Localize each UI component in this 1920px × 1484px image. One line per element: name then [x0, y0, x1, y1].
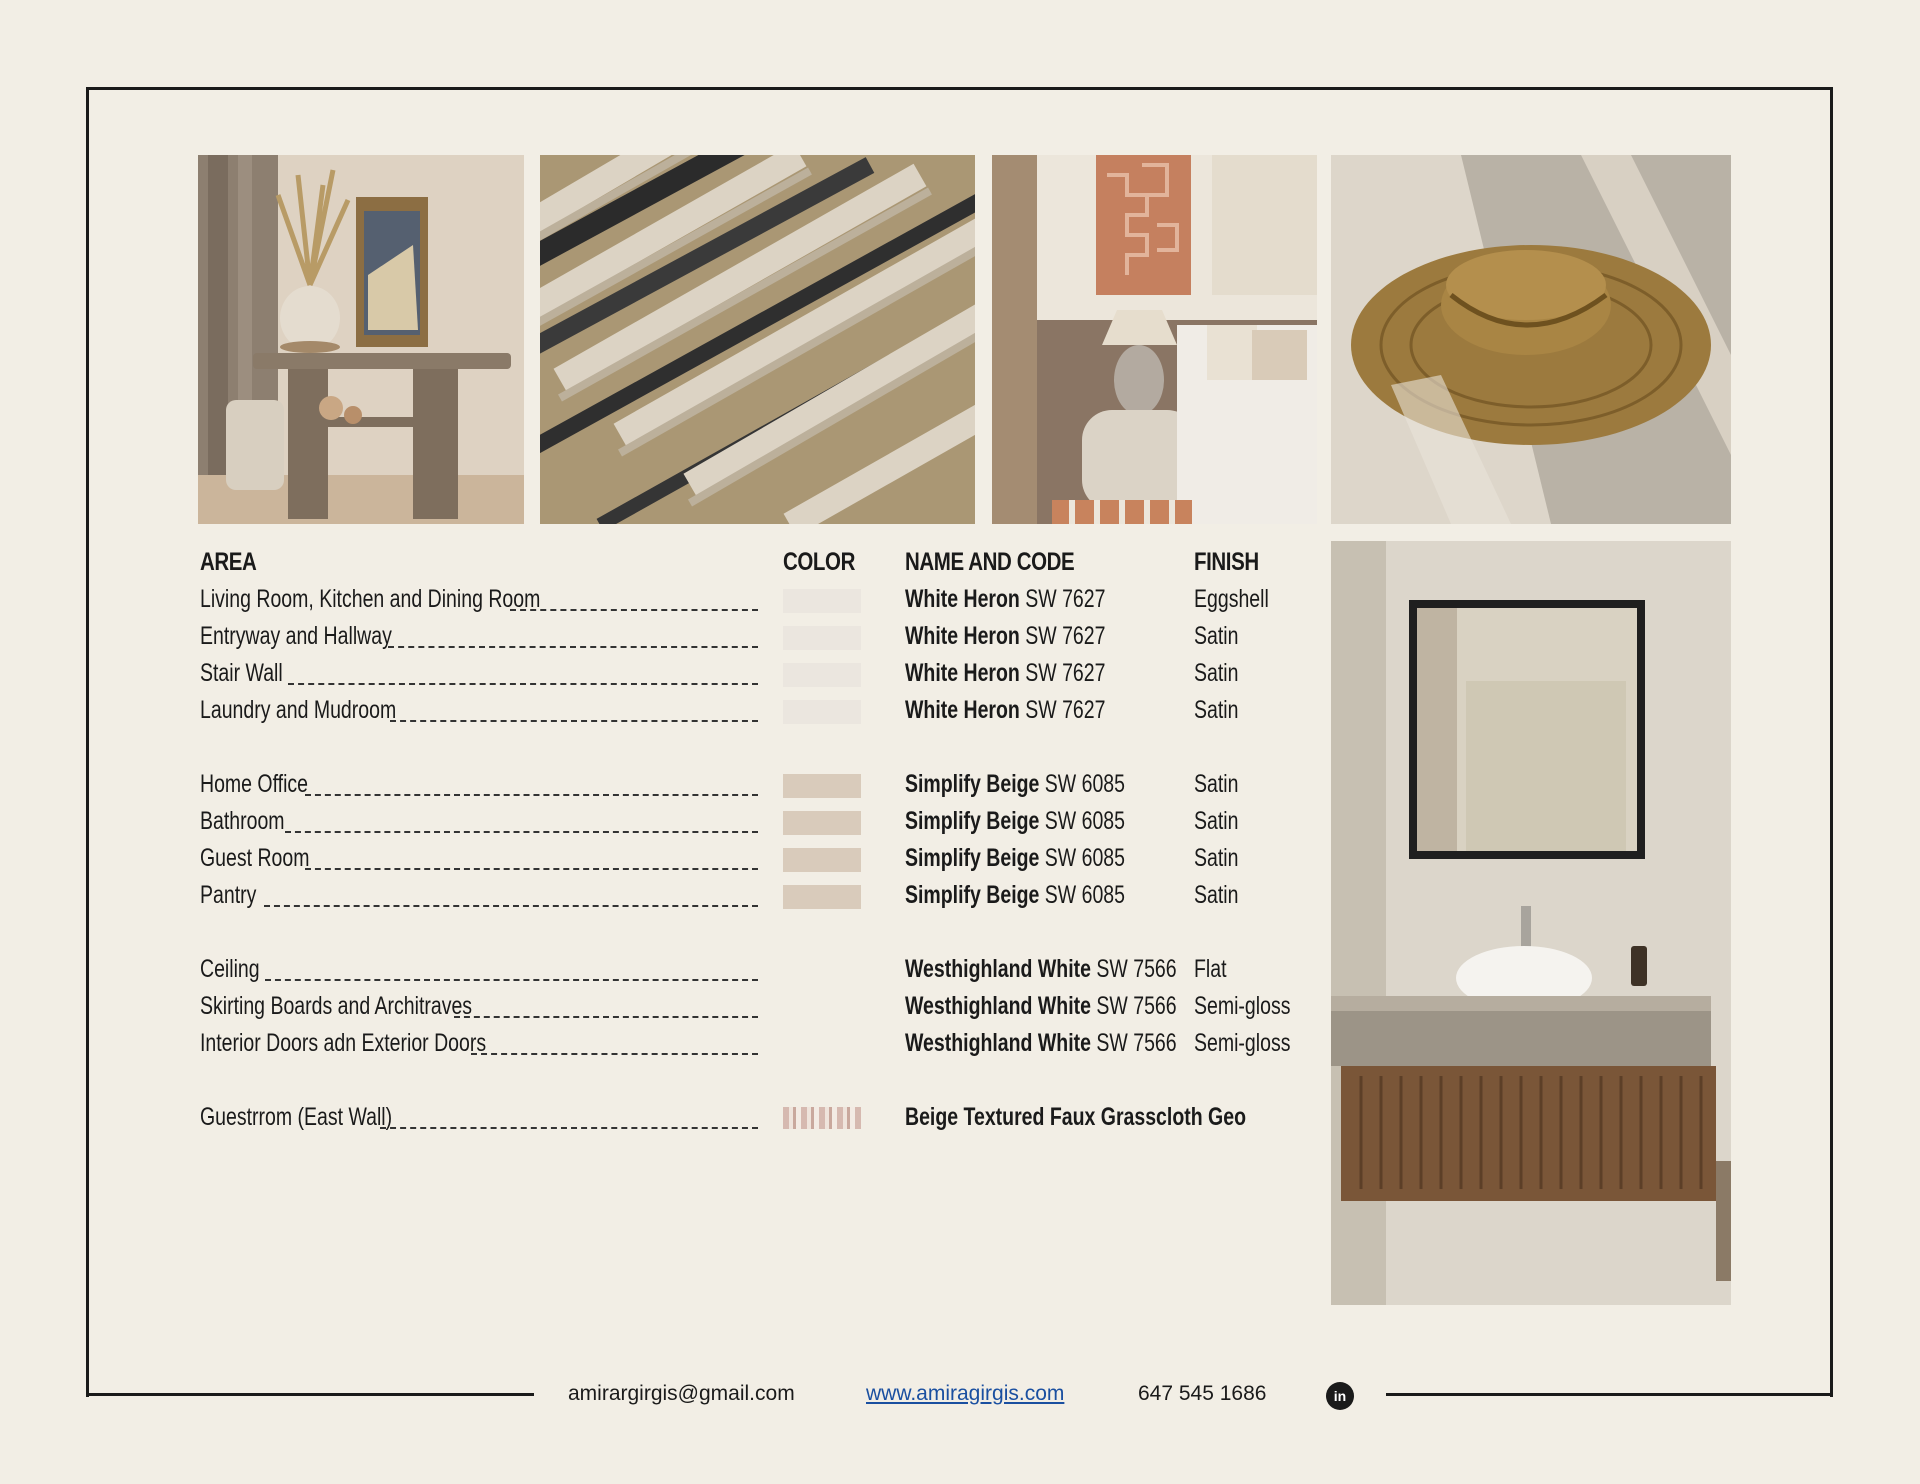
- color-swatch: [783, 663, 861, 687]
- finish-label: Flat: [1194, 955, 1227, 983]
- dotted-leader: [288, 683, 758, 685]
- bedroom-photo: [992, 155, 1317, 524]
- finish-label: Eggshell: [1194, 585, 1269, 613]
- table-row: [198, 807, 1318, 841]
- finish-label: Satin: [1194, 696, 1239, 724]
- area-label: Guestrrom (East Wall): [200, 1103, 393, 1131]
- dotted-leader: [471, 1053, 758, 1055]
- paint-code: SW 7627: [1025, 659, 1106, 687]
- paint-name: Simplify Beige: [905, 881, 1040, 909]
- area-label: Stair Wall: [200, 659, 283, 687]
- footer-phone: 647 545 1686: [1138, 1382, 1267, 1405]
- paint-name-code: [905, 622, 1105, 651]
- paint-name: White Heron: [905, 696, 1020, 724]
- finish-label: Semi-gloss: [1194, 992, 1291, 1020]
- dotted-leader: [265, 979, 758, 981]
- finish-label: Satin: [1194, 622, 1239, 650]
- finish-label: Satin: [1194, 844, 1239, 872]
- dotted-leader: [305, 868, 758, 870]
- paint-code: SW 6085: [1044, 770, 1126, 798]
- paint-name: White Heron: [905, 585, 1020, 613]
- dotted-leader: [388, 646, 758, 648]
- footer-rule-right: [1386, 1393, 1833, 1396]
- straw-hat-photo: [1331, 155, 1731, 524]
- paint-name: Westhighland White: [905, 955, 1091, 983]
- header-area: AREA: [200, 548, 257, 576]
- paint-name: Simplify Beige: [905, 807, 1040, 835]
- finish-label: Semi-gloss: [1194, 1029, 1291, 1057]
- dotted-leader: [454, 1016, 758, 1018]
- table-row: [198, 844, 1318, 878]
- paint-name: Westhighland White: [905, 1029, 1091, 1057]
- area-label: Entryway and Hallway: [200, 622, 392, 650]
- color-swatch: [783, 848, 861, 872]
- paint-name-code: [905, 659, 1105, 688]
- dotted-leader: [264, 905, 758, 907]
- dotted-leader: [305, 794, 758, 796]
- header-color: COLOR: [783, 548, 855, 576]
- table-row: [198, 955, 1318, 989]
- dotted-leader: [285, 831, 758, 833]
- paint-name: Beige Textured Faux Grasscloth Geo: [905, 1103, 1246, 1131]
- dotted-leader: [510, 609, 758, 611]
- table-row: [198, 770, 1318, 804]
- color-swatch: [783, 885, 861, 909]
- finish-label: Satin: [1194, 659, 1239, 687]
- paint-name-code: [905, 955, 1177, 984]
- footer-website-link[interactable]: www.amiragirgis.com: [866, 1382, 1065, 1405]
- color-swatch: [783, 626, 861, 650]
- paint-name: Simplify Beige: [905, 844, 1040, 872]
- footer-email[interactable]: amirargirgis@gmail.com: [568, 1382, 795, 1405]
- paint-code: SW 7566: [1096, 992, 1177, 1020]
- paint-name: White Heron: [905, 659, 1020, 687]
- paint-name: White Heron: [905, 622, 1020, 650]
- color-swatch: [783, 774, 861, 798]
- area-label: Skirting Boards and Architraves: [200, 992, 473, 1020]
- paint-code: SW 7627: [1025, 622, 1106, 650]
- paint-name-code: [905, 992, 1177, 1021]
- paint-name-code: [905, 1103, 1246, 1132]
- paint-code: SW 6085: [1044, 881, 1126, 909]
- dotted-leader: [390, 720, 758, 722]
- table-row: [198, 1029, 1318, 1063]
- area-label: Living Room, Kitchen and Dining Room: [200, 585, 541, 613]
- bathroom-vanity-photo: [1331, 541, 1731, 1305]
- paint-name-code: [905, 844, 1125, 873]
- dotted-leader: [380, 1127, 758, 1129]
- area-label: Bathroom: [200, 807, 285, 835]
- color-swatch: [783, 589, 861, 613]
- area-label: Interior Doors adn Exterior Doors: [200, 1029, 487, 1057]
- linkedin-icon[interactable]: in: [1326, 1382, 1354, 1410]
- area-label: Ceiling: [200, 955, 260, 983]
- paint-code: SW 7566: [1096, 955, 1177, 983]
- paint-code: SW 6085: [1044, 807, 1126, 835]
- console-table-photo: [198, 155, 524, 524]
- table-row: [198, 992, 1318, 1026]
- area-label: Laundry and Mudroom: [200, 696, 397, 724]
- finish-label: Satin: [1194, 807, 1239, 835]
- finish-label: Satin: [1194, 881, 1239, 909]
- paint-code: SW 7627: [1025, 585, 1106, 613]
- paint-name-code: [905, 807, 1125, 836]
- table-row: [198, 585, 1318, 619]
- paint-code: SW 7627: [1025, 696, 1106, 724]
- paint-name: Westhighland White: [905, 992, 1091, 1020]
- paint-name-code: [905, 585, 1105, 614]
- color-swatch: [783, 811, 861, 835]
- table-row: [198, 881, 1318, 915]
- table-row: [198, 696, 1318, 730]
- table-row: [198, 659, 1318, 693]
- area-label: Guest Room: [200, 844, 310, 872]
- area-label: Home Office: [200, 770, 309, 798]
- paint-name-code: [905, 881, 1125, 910]
- paint-name-code: [905, 770, 1125, 799]
- paint-name-code: [905, 696, 1105, 725]
- header-name-code: NAME AND CODE: [905, 548, 1075, 576]
- color-swatch: [783, 700, 861, 724]
- paint-code: SW 7566: [1096, 1029, 1177, 1057]
- wood-slat-ceiling-photo: [540, 155, 975, 524]
- header-finish: FINISH: [1194, 548, 1259, 576]
- paint-name: Simplify Beige: [905, 770, 1040, 798]
- area-label: Pantry: [200, 881, 257, 909]
- paint-name-code: [905, 1029, 1177, 1058]
- footer-rule-left: [86, 1393, 534, 1396]
- paint-code: SW 6085: [1044, 844, 1126, 872]
- table-row: [198, 622, 1318, 656]
- color-swatch: [783, 1107, 861, 1129]
- finish-label: Satin: [1194, 770, 1239, 798]
- table-row: [198, 1103, 1318, 1137]
